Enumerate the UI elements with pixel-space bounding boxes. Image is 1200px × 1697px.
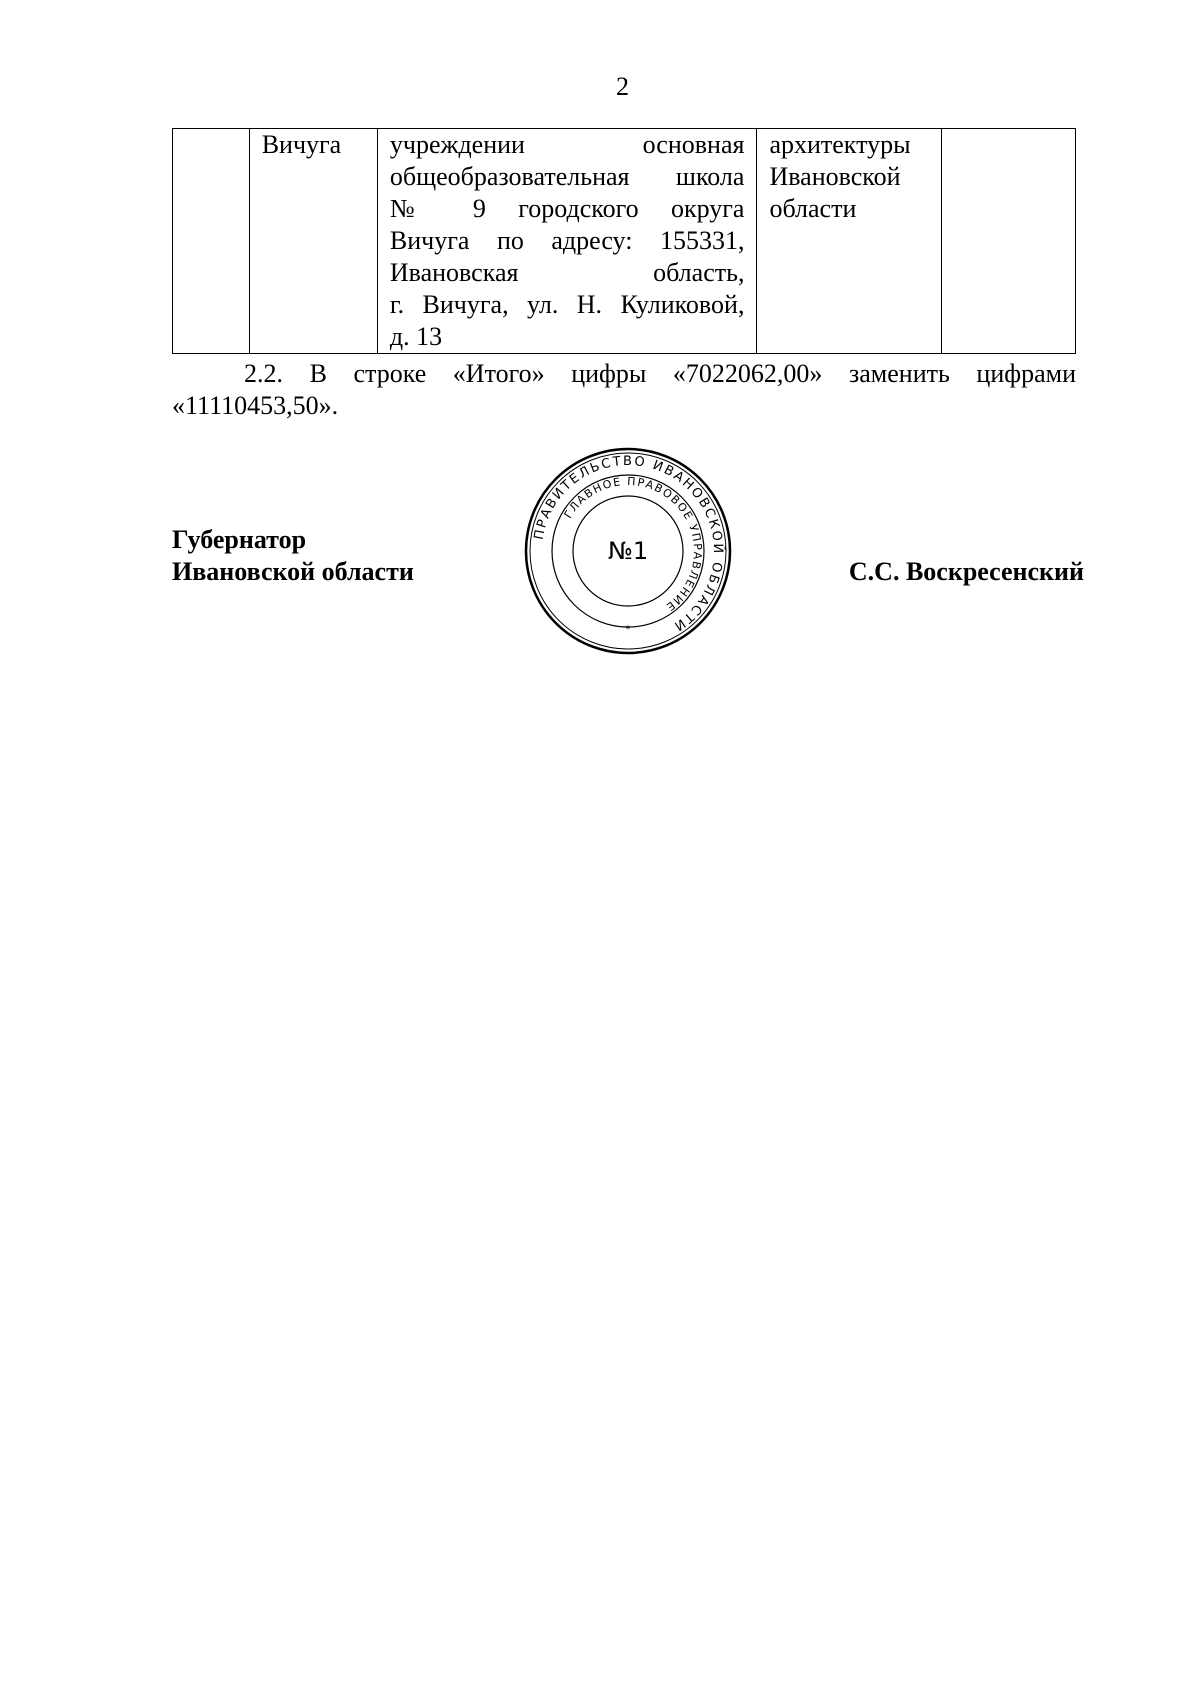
city-name: Вичуга xyxy=(261,130,342,159)
amendment-paragraph xyxy=(172,358,1076,422)
signatory-title xyxy=(172,524,414,588)
seal-inner-text: ГЛАВНОЕ ПРАВОВОЕ УПРАВЛЕНИЕ xyxy=(561,474,705,615)
signatory-title-line: Губернатор xyxy=(172,525,307,554)
signatory-name: С.С. Воскресенский xyxy=(848,557,1084,586)
description-line: № 9 городского округа xyxy=(389,194,745,223)
signatory-title-line: Ивановской области xyxy=(172,557,414,586)
responsible-line: Ивановской xyxy=(769,162,901,191)
seal-outer-text: ПРАВИТЕЛЬСТВО ИВАНОВСКОЙ ОБЛАСТИ xyxy=(531,453,726,635)
seal-star-icon: * xyxy=(625,624,631,635)
amendment-text-line: «11110453,50». xyxy=(172,391,339,420)
document-table xyxy=(172,128,1076,354)
table-cell-empty xyxy=(942,129,1076,354)
description-line: общеобразовательная школа xyxy=(389,162,745,191)
seal-icon xyxy=(523,446,733,656)
table-row xyxy=(173,129,1076,354)
table-cell-city xyxy=(249,129,377,354)
table-cell-number xyxy=(173,129,250,354)
description-line: г. Вичуга, ул. Н. Куликовой, xyxy=(389,290,745,319)
responsible-line: архитектуры xyxy=(769,130,911,159)
page-number: 2 xyxy=(616,72,629,101)
description-line: д. 13 xyxy=(389,322,443,351)
table-cell-responsible xyxy=(757,129,942,354)
amendment-text-line: 2.2. В строке «Итого» цифры «7022062,00» заменить цифрами xyxy=(244,359,1076,388)
description-line: учреждении основная xyxy=(389,130,745,159)
description-line: Вичуга по адресу: 155331, xyxy=(389,226,745,255)
responsible-line: области xyxy=(769,194,857,223)
official-seal-stamp xyxy=(523,446,733,656)
description-line: Ивановская область, xyxy=(389,258,745,287)
table-cell-object-description xyxy=(377,129,757,354)
seal-center-text: №1 xyxy=(607,537,649,565)
